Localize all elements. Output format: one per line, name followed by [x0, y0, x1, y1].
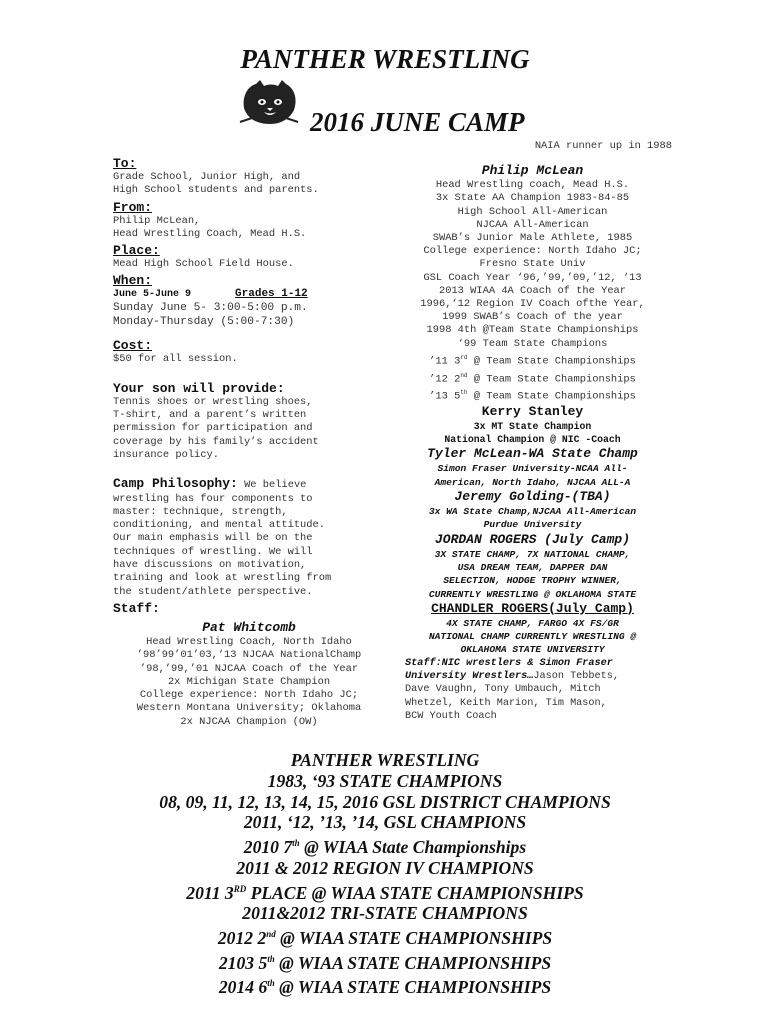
championship-line-text: 2011&2012 TRI-STATE CHAMPIONS [242, 903, 528, 924]
philosophy-label: Camp Philosophy: [113, 476, 238, 492]
cost-text: $50 for all session. [113, 353, 238, 366]
golding-name: Jeremy Golding-(TBA) [454, 489, 611, 505]
championship-line [0, 858, 770, 879]
right-staff [405, 657, 660, 723]
jordan-name: JORDAN ROGERS (July Camp) [434, 531, 631, 547]
provide-text: Tennis shoes or wrestling shoes, T-shirt, and a parent’s written permission for participation and coverage by his family’s accident insurance policy. [113, 395, 319, 461]
championship-line [0, 924, 770, 949]
staff-name: Pat Whitcomb [202, 619, 296, 635]
left-column [113, 156, 385, 729]
tyler-text: Simon Fraser University-NCAA All- American, North Idaho, NJCAA ALL-A [434, 463, 631, 488]
championship-line [0, 949, 770, 974]
championship-line-suffix: RD [233, 883, 247, 894]
championships-list [0, 750, 770, 998]
when-grades: Grades 1-12 [235, 288, 308, 301]
mclean-text: Head Wrestling coach, Mead H.S. 3x State AA Champion 1983-84-85 High School All-American NJCAA All-American SWAB’s Junior Male Athlete, 1985 College experience: North Idaho JC; Fresno State Univ GSL Coach Year ‘96,’99,’09,’12, ‘13 2013 WIAA 4A Coach of the Year 1996,‘12 Region IV Coach ofthe Year, 1999 SWAB’s Coach of the year 1998 4th @Team State Championships ‘99 Team State Champions [420, 179, 645, 350]
championship-line-suffix: nd [266, 929, 276, 940]
championship-line-text: 08, 09, 11, 12, 13, 14, 15, 2016 GSL DISTRICT CHAMPIONS [159, 791, 611, 812]
jordan-text: 3X STATE CHAMP, 7X NATIONAL CHAMP, USA DREAM TEAM, DAPPER DAN SELECTION, HODGE TROPHY WINNER, CURRENTLY WRESTLING @ OKLAHOMA STATE [428, 548, 637, 600]
when-line-1: Sunday June 5- 3:00-5:00 p.m. [113, 302, 308, 315]
championship-line [0, 750, 770, 771]
championship-line-rest: PLACE @ WIAA STATE CHAMPIONSHIPS [246, 882, 584, 903]
placing-text: @ Team State Championships [467, 390, 636, 403]
place-text: Mead High School Field House. [113, 258, 294, 271]
to-label: To: [113, 156, 137, 171]
provide-label: Your son will provide: [113, 380, 285, 396]
when-dates: June 5-June 9 [113, 289, 192, 301]
championship-line-text: 2010 7 [243, 837, 293, 858]
championship-line-text: PANTHER WRESTLING [290, 750, 480, 770]
right-column [405, 140, 672, 723]
tyler-name: Tyler McLean-WA State Champ [427, 446, 638, 462]
mclean-name: Philip McLean [481, 163, 584, 179]
to-text: Grade School, Junior High, and High School students and parents. [113, 171, 319, 197]
chandler-name: CHANDLER ROGERS(July Camp) [431, 600, 634, 616]
golding-text: 3x WA State Champ,NJCAA All-American Purdue University [428, 506, 637, 531]
championship-line [0, 973, 770, 998]
panther-head-icon [238, 78, 300, 128]
placing-text: @ Team State Championships [467, 355, 636, 368]
championship-line-rest: @ WIAA STATE CHAMPIONSHIPS [274, 977, 552, 998]
staff-label: Staff: [113, 600, 160, 616]
championship-line-text: 2014 6 [218, 977, 268, 998]
from-text: Philip McLean, Head Wrestling Coach, Mead H.S. [113, 214, 307, 240]
championship-line [0, 879, 770, 904]
championship-line-suffix: th [267, 953, 275, 964]
placing-year: ’13 5 [429, 390, 461, 403]
championship-line-rest: @ WIAA STATE CHAMPIONSHIPS [274, 952, 552, 973]
placing-year: ’11 3 [429, 355, 461, 368]
championship-line [0, 833, 770, 858]
team-placings-list [405, 351, 660, 404]
championship-line-text: 2012 2 [217, 927, 267, 948]
right-staff-rest: Jason Tebbets, Dave Vaughn, Tony Umbauch, Mitch Whetzel, Keith Marion, Tim Mason, BCW Youth Coach [405, 671, 619, 722]
championship-line-text: 1983, ‘93 STATE CHAMPIONS [267, 770, 503, 791]
placing-suffix: nd [460, 371, 468, 379]
stanley-text: 3x MT State Champion National Champion @ NIC -Coach [444, 420, 621, 446]
placing-text: @ Team State Championships [467, 372, 636, 385]
team-placing-item [405, 386, 660, 404]
championship-line-text: 2011, ‘12, ’13, ’14, GSL CHAMPIONS [243, 812, 527, 833]
when-label: When: [113, 273, 153, 289]
championship-line [0, 792, 770, 813]
championship-line-suffix: th [267, 978, 275, 989]
philosophy-heading [113, 474, 385, 492]
placing-suffix: rd [460, 353, 468, 361]
championship-line-text: 2011 & 2012 REGION IV CHAMPIONS [236, 857, 534, 878]
championship-line-rest: @ WIAA State Championships [299, 837, 527, 858]
team-placing-item [405, 351, 660, 369]
right-staff-lead: Staff:NIC wrestlers & Simon Fraser University Wrestlers… [405, 657, 613, 683]
championship-line [0, 771, 770, 792]
championship-line [0, 903, 770, 924]
championship-line-text: 2011 3 [186, 882, 234, 903]
naia-note: NAIA runner up in 1988 [534, 140, 672, 152]
championship-line-rest: @ WIAA STATE CHAMPIONSHIPS [275, 927, 553, 948]
championship-line-suffix: th [292, 838, 300, 849]
cost-label: Cost: [113, 338, 153, 354]
page-subtitle: 2016 JUNE CAMP [310, 107, 525, 137]
when-line-2: Monday-Thursday (5:00-7:30) [113, 316, 295, 329]
stanley-name: Kerry Stanley [481, 403, 584, 419]
placing-suffix: th [460, 389, 468, 397]
philosophy-lead: We believe [237, 479, 307, 492]
philosophy-text: wrestling has four components to master: technique, strength, conditioning, and mental attitude. Our main emphasis will be on the techniques of wrestling. We will have discussions on motivation, training and look at wrestling from the student/athlete perspective. [113, 492, 332, 598]
championship-line-text: 2103 5 [218, 952, 268, 973]
when-dates-row [113, 288, 385, 301]
team-placing-item [405, 369, 660, 387]
placing-year: ’12 2 [429, 372, 461, 385]
staff-text: Head Wrestling Coach, North Idaho ’98’99’01’03,‘13 NJCAA NationalChamp ’98,’99,’01 NJCAA Coach of the Year 2x Michigan State Champion College experience: North Idaho JC; Western Montana University; Oklahoma 2x NJCAA Champion (OW) [136, 635, 362, 728]
championship-line [0, 812, 770, 833]
chandler-text: 4X STATE CHAMP, FARGO 4X FS/GR NATIONAL CHAMP CURRENTLY WRESTLING @ OKLAHOMA STATE UNIVERSITY [428, 617, 637, 656]
page-title: PANTHER WRESTLING [240, 44, 530, 74]
from-label: From: [113, 199, 153, 215]
place-label: Place: [113, 243, 160, 259]
